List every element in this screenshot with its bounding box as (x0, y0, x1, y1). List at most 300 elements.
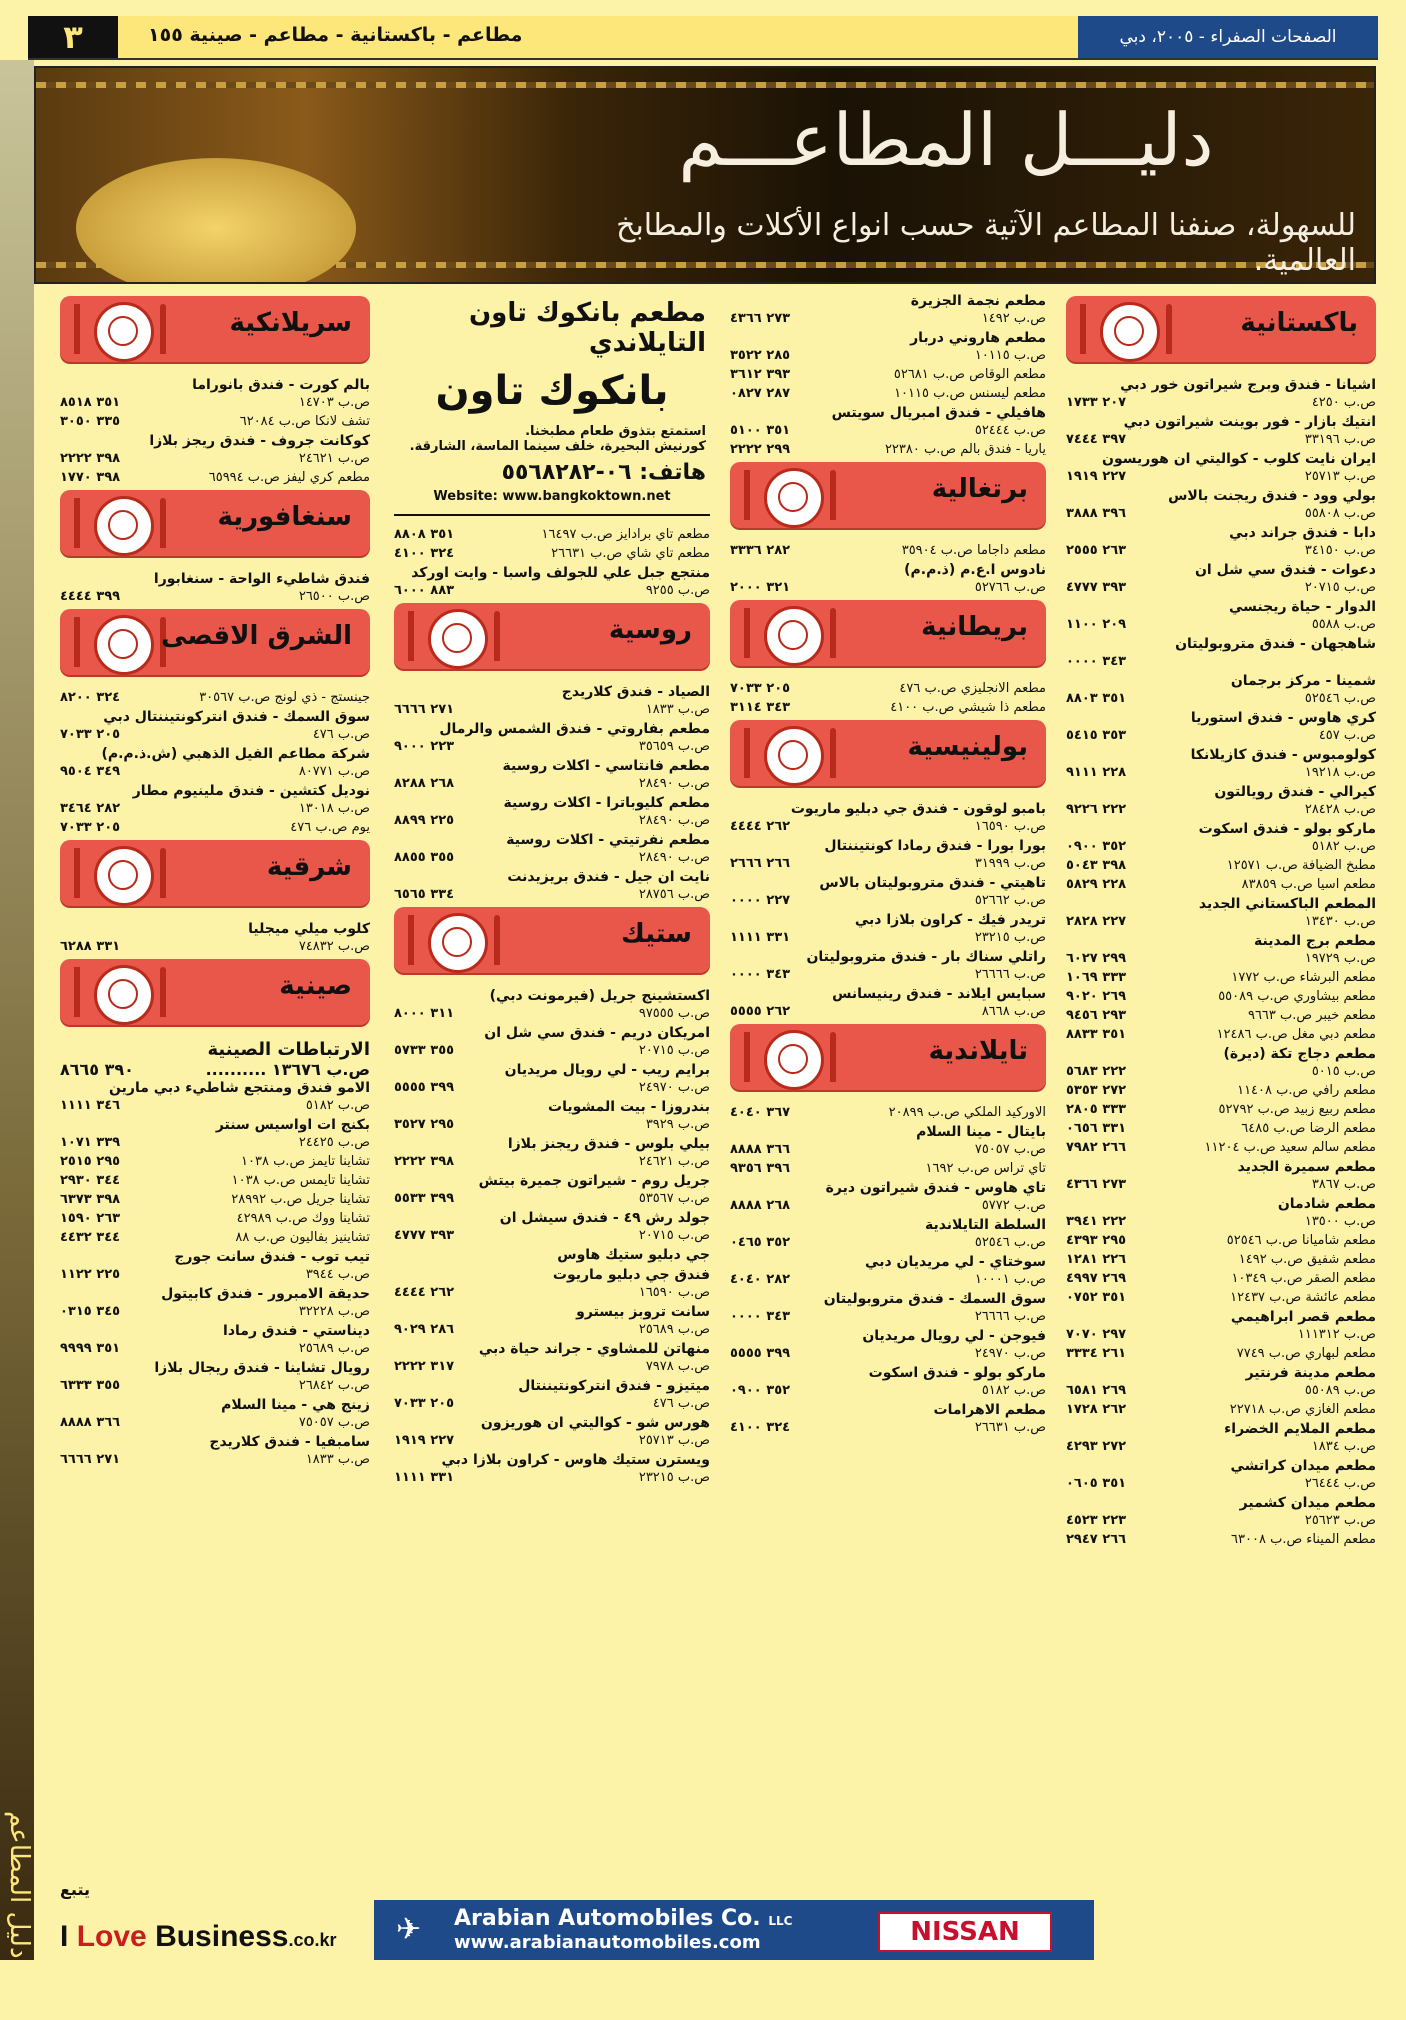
featured-listing-name: الارتباطات الصينية (207, 1039, 370, 1060)
listing-entry (730, 1104, 1046, 1121)
category-title: سريلانكية (229, 308, 352, 338)
entry-pobox: ص.ب ٧٥٠٥٧ (298, 1415, 370, 1430)
entry-pobox: ص.ب ٣٤١٥٠ (1304, 543, 1376, 558)
listing-entry (1066, 1139, 1376, 1156)
listing-entry (1066, 895, 1376, 930)
entry-phone: ٣٩٨ ١٧٧٠ (60, 470, 121, 485)
entry-phone: ٣٩٣ ٤٧٧٧ (394, 1228, 455, 1243)
i-love-business-logo (60, 1920, 336, 1954)
entry-pobox: مطعم كري ليفز ص.ب ٦٥٩٩٤ (208, 470, 370, 485)
listing-entry (730, 329, 1046, 364)
category-heading-steak (394, 907, 710, 973)
listing-entry (1066, 1082, 1376, 1099)
category-heading-srilankan (60, 296, 370, 362)
listing-entry (394, 868, 710, 903)
entry-phone: ٣٣٣ ١٠٦٩ (1066, 970, 1127, 985)
entry-phone: ٣٢٤ ٨٢٠٠ (60, 690, 121, 705)
entry-pobox: ص.ب ٢٨٤٩٠ (638, 813, 710, 828)
listing-entry (730, 1216, 1046, 1251)
fork-icon (744, 608, 750, 658)
entry-phone: ٣٥١ ٥١٠٠ (730, 423, 791, 438)
entry-name: راتلي سناك بار - فندق متروبوليتان (806, 949, 1046, 965)
entry-name: كولومبوس - فندق كازيلانكا (1190, 747, 1376, 763)
entry-name: السلطة التايلاندية (924, 1217, 1046, 1233)
fork-icon (74, 498, 80, 548)
entry-pobox: ص.ب ٥٢٦٦٢ (974, 893, 1046, 908)
listing-entry (730, 911, 1046, 946)
entry-phone: ٢٧٢ ٥٣٥٣ (1066, 1083, 1127, 1098)
entry-phone: ٢٦٢ ١٧٢٨ (1066, 1402, 1127, 1417)
entry-phone: ٢٧٢ ٤٢٩٣ (1066, 1439, 1127, 1454)
listing-entry (394, 1061, 710, 1096)
entry-pobox: ص.ب ١٩٢١٨ (1304, 765, 1376, 780)
entry-name: تيب توب - فندق سانت جورج (174, 1249, 370, 1265)
entry-name: ايران نايت كلوب - كواليتي ان هوريسون (1102, 451, 1376, 467)
entry-name: ويسترن ستيك هاوس - كراون بلازا دبي (441, 1452, 710, 1468)
listing-entry (1066, 746, 1376, 781)
listing-entry (60, 1248, 370, 1283)
entry-phone: ٢٠٥ ٧٠٣٣ (730, 681, 791, 696)
entry-pobox: مطبخ الضيافة ص.ب ١٢٥٧١ (1226, 858, 1376, 873)
entry-name: الامو فندق ومنتجع شاطيء دبي مارين (109, 1080, 370, 1096)
listing-entry (1066, 1345, 1376, 1362)
entry-name: اكستشينج جريل (فيرمونت دبي) (489, 988, 710, 1004)
listing-entry (60, 1210, 370, 1227)
entry-phone: ٣٤٣ ٠٠٠٠ (730, 967, 791, 982)
entry-phone: ٣٩٧ ٧٤٤٤ (1066, 432, 1127, 447)
listing-entry (60, 570, 370, 605)
entry-pobox: مطعم البرشاء ص.ب ١٧٧٢ (1231, 970, 1376, 985)
entry-phone: ٣٥٢ ٠٩٠٠ (730, 1383, 791, 1398)
entry-phone: ٣٥٥ ٥٧٣٣ (394, 1043, 455, 1058)
entry-pobox: مطعم الصقر ص.ب ١٠٣٤٩ (1231, 1271, 1376, 1286)
entry-pobox: ص.ب ٣٩٢٩ (645, 1117, 710, 1132)
entry-phone: ٢٠٥ ٧٠٣٣ (60, 727, 121, 742)
knife-icon (830, 470, 836, 520)
category-heading-chinese (60, 959, 370, 1025)
listing-singaporean (60, 570, 370, 605)
listing-pakistani-continued (730, 292, 1046, 458)
column-2 (730, 292, 1046, 1438)
featured-listing-line (60, 1060, 370, 1079)
plate-icon (764, 606, 824, 666)
entry-name: مطعم بفاروتي - فندق الشمس والرمال (439, 721, 710, 737)
category-heading-british (730, 600, 1046, 666)
listing-entry (394, 794, 710, 829)
entry-name: مطعم شادمان (1277, 1196, 1376, 1212)
entry-phone: ٢٦٦ ٧٩٨٢ (1066, 1140, 1127, 1155)
entry-phone: ٢٦٣ ١٥٩٠ (60, 1211, 121, 1226)
entry-phone: ٢٨٢ ٣٤٦٤ (60, 801, 121, 816)
listing-entry (394, 720, 710, 755)
entry-name: الدوار - حياة ريجنسي (1229, 599, 1376, 615)
entry-pobox: ص.ب ٢٠٧١٥ (638, 1228, 710, 1243)
plate-icon (428, 913, 488, 973)
entry-phone: ٣٣٩ ١٠٧١ (60, 1135, 121, 1150)
listing-entry (730, 1327, 1046, 1362)
company-name: Arabian Automobiles Co. LLC (454, 1906, 793, 1931)
entry-phone: ٢٢٣ ٤٥٢٣ (1066, 1513, 1127, 1528)
entry-phone: ٣٩٦ ٣٨٨٨ (1066, 506, 1127, 521)
entry-name: مطعم سميرة الجديد (1237, 1159, 1376, 1175)
entry-pobox: مطعم شاميانا ص.ب ٥٢٥٤٦ (1226, 1233, 1376, 1248)
entry-phone: ٣٤٤ ٢٩٣٠ (60, 1173, 121, 1188)
entry-pobox: ص.ب ١٣٥٠٠ (1304, 1214, 1376, 1229)
entry-pobox: ص.ب ١٦٥٩٠ (638, 1285, 710, 1300)
brand-tld: .co.kr (288, 1930, 337, 1950)
listing-entry (60, 1191, 370, 1208)
entry-pobox: ص.ب ٢٦٥٠٠ (298, 589, 370, 604)
listing-entry (1066, 524, 1376, 559)
listing-entry (1066, 1045, 1376, 1080)
listing-entry (730, 948, 1046, 983)
entry-pobox: ص.ب ٨٠٧٧١ (298, 764, 370, 779)
entry-pobox: ص.ب ٢٨٤٩٠ (638, 850, 710, 865)
entry-pobox: ص.ب ٥٥٠٨٩ (1304, 1383, 1376, 1398)
entry-phone: ٣١١ ٨٠٠٠ (394, 1006, 455, 1021)
listing-entry (1066, 988, 1376, 1005)
listing-chinese (60, 1079, 370, 1468)
listing-entry (1066, 1289, 1376, 1306)
entry-name: منتجع جبل علي للجولف واسبا - وايت اوركد (411, 565, 710, 581)
listing-entry (60, 469, 370, 486)
entry-phone: ٣٩٩ ٥٥٥٥ (730, 1346, 791, 1361)
listing-entry (60, 1359, 370, 1394)
fork-icon (744, 470, 750, 520)
entry-pobox: ص.ب ٢٥٦٢٣ (1304, 1513, 1376, 1528)
listing-entry (1066, 1195, 1376, 1230)
plate-icon (764, 1030, 824, 1090)
entry-pobox: ص.ب ١٤٧٠٣ (298, 395, 370, 410)
entry-name: بيلي بلوس - فندق ريجنز بلازا (507, 1136, 710, 1152)
listing-entry (394, 545, 710, 562)
entry-name: دعوات - فندق سي شل ان (1194, 562, 1376, 578)
entry-name: سانت تروبز بيسترو (576, 1304, 710, 1320)
listing-entry (1066, 561, 1376, 596)
entry-pobox: مطعم ليسنس ص.ب ١٠١١٥ (894, 386, 1046, 401)
listing-polynesian (730, 800, 1046, 1020)
plate-icon (764, 726, 824, 786)
entry-phone: ٣٩٣ ٣٦١٢ (730, 367, 791, 382)
entry-phone: ٣٦٧ ٤٠٤٠ (730, 1105, 791, 1120)
entry-name: دابا - فندق جراند دبي (1229, 525, 1376, 541)
listing-entry (1066, 709, 1376, 744)
page-number: ٣ (28, 16, 118, 58)
side-label: دليل المطاعم (4, 1811, 34, 1959)
category-title: بولينيسية (907, 732, 1028, 762)
entry-pobox: مطعم الانجليزي ص.ب ٤٧٦ (899, 681, 1046, 696)
entry-phone: ٣٣١ ٦٢٨٨ (60, 939, 121, 954)
entry-pobox: مطعم ذا شيشي ص.ب ٤١٠٠ (890, 700, 1046, 715)
entry-pobox: مطعم بيشاوري ص.ب ٥٥٠٨٩ (1218, 989, 1376, 1004)
publication-title: الصفحات الصفراء - ٢٠٠٥، دبي (1078, 16, 1378, 58)
entry-pobox: مطعم دبي مغل ص.ب ١٢٤٨٦ (1216, 1027, 1376, 1042)
entry-pobox: ص.ب ٥١٨٢ (981, 1383, 1046, 1398)
listing-entry (1066, 876, 1376, 893)
entry-pobox: مطعم اسيا ص.ب ٨٣٨٥٩ (1241, 877, 1376, 892)
entry-name: حديقة الامبرور - فندق كابيتول (161, 1286, 370, 1302)
listing-entry (1066, 783, 1376, 818)
entry-phone: ٣٥١ ٨٨٣٣ (1066, 1027, 1127, 1042)
ad-address: كورنيش البحيرة، خلف سينما الماسة، الشارقة. (409, 439, 706, 454)
entry-phone: ٣٦٦ ٨٨٨٨ (60, 1415, 121, 1430)
entry-phone: ٣٣١ ٠٦٥٦ (1066, 1121, 1127, 1136)
knife-icon (160, 967, 166, 1017)
entry-pobox: ص.ب ٤٧٦ (652, 1396, 710, 1411)
entry-phone: ٣٣٣ ٢٨٠٥ (1066, 1102, 1127, 1117)
entry-pobox: ص.ب ٢٦٦٣١ (974, 1420, 1046, 1435)
category-heading-far-east (60, 609, 370, 675)
entry-name: مطعم الملايم الخضراء (1224, 1421, 1376, 1437)
entry-phone: ٢٩٣ ٩٤٥٦ (1066, 1008, 1127, 1023)
listing-entry (1066, 1251, 1376, 1268)
listing-pakistani (1066, 376, 1376, 1548)
listing-thai (730, 1104, 1046, 1436)
listing-entry (730, 1401, 1046, 1436)
entry-pobox: ص.ب ٥٢٤٤٤ (974, 423, 1046, 438)
category-title: ستيك (620, 919, 692, 949)
listing-entry (1066, 487, 1376, 522)
entry-phone: ٣٥٢ ٠٤٦٥ (730, 1235, 791, 1250)
plate-icon (94, 302, 154, 362)
entry-phone: ٣٥١ ٠٦٠٥ (1066, 1476, 1127, 1491)
listing-entry (394, 1266, 710, 1301)
fork-icon (74, 304, 80, 354)
nissan-logo: NISSAN (878, 1912, 1052, 1952)
listing-entry (394, 526, 710, 543)
listing-entry (730, 1290, 1046, 1325)
entry-phone: ٢٦١ ٣٣٣٤ (1066, 1346, 1127, 1361)
entry-phone: ٣٥٢ ٠٩٠٠ (1066, 839, 1127, 854)
entry-pobox: ص.ب ٣٥٦٥٩ (638, 739, 710, 754)
entry-phone: ٢٢٧ ٠٠٠٠ (730, 893, 791, 908)
entry-phone: ٣٩٩ ٥٥٥٥ (394, 1080, 455, 1095)
listing-entry (730, 680, 1046, 697)
entry-phone: ٣٥٥ ٦٣٣٣ (60, 1378, 121, 1393)
plate-icon (1100, 302, 1160, 362)
entry-phone: ٢٩٩ ٢٢٢٢ (730, 442, 791, 457)
entry-name: سامبفيا - فندق كلاريدج (209, 1434, 370, 1450)
category-heading-thai (730, 1024, 1046, 1090)
listing-entry (394, 831, 710, 866)
company-website-link[interactable]: www.arabianautomobiles.com (454, 1932, 761, 1953)
restaurant-guide-banner (34, 66, 1376, 284)
entry-pobox: ص.ب ٢٥٧١٣ (638, 1433, 710, 1448)
entry-phone: ٣٤٦ ١١١١ (60, 1098, 121, 1113)
knife-icon (494, 915, 500, 965)
entry-pobox: ص.ب ٢٠٧١٥ (1304, 580, 1376, 595)
plate-icon (94, 615, 154, 675)
entry-name: مطعم الاهرامات (933, 1402, 1046, 1418)
listing-entry (730, 874, 1046, 909)
listing-srilankan (60, 376, 370, 486)
entry-name: امريكان دريم - فندق سي شل ان (484, 1025, 710, 1041)
knife-icon (830, 1032, 836, 1082)
entry-name: بولي وود - فندق ريجنت بالاس (1168, 488, 1376, 504)
entry-name: جي دبليو ستيك هاوس (557, 1247, 710, 1263)
entry-name: جريل روم - شيراتون جميرة بيتش (478, 1173, 710, 1189)
entry-phone: ٢٦٢ ٤٤٤٤ (730, 819, 791, 834)
listing-entry (60, 1396, 370, 1431)
entry-phone: ٢٢٦ ١٢٨١ (1066, 1252, 1127, 1267)
entry-phone: ٢٨٦ ٩٠٢٩ (394, 1322, 455, 1337)
entry-pobox: ص.ب ٣٩٤٤ (305, 1267, 370, 1282)
entry-phone: ٣٣١ ١١١١ (394, 1470, 455, 1485)
category-heading-portuguese (730, 462, 1046, 528)
banner-title: دليـــل المطاعـــم (678, 98, 1214, 182)
entry-name: بورا بورا - فندق رمادا كونتيننتال (824, 838, 1046, 854)
listing-entry (394, 1246, 710, 1264)
listing-entry (1066, 969, 1376, 986)
entry-phone: ٢٠٥ ٧٠٣٣ (394, 1396, 455, 1411)
entry-pobox: ص.ب ٥٥٨٨ (1311, 617, 1376, 632)
listing-entry (1066, 1457, 1376, 1492)
entry-phone: ٣٣٤ ٦٥٦٥ (394, 887, 455, 902)
entry-name: كيرالي - فندق رويالتون (1214, 784, 1376, 800)
entry-pobox: ص.ب ٢٦٤٤٤ (1304, 1476, 1376, 1491)
entry-phone: ٣٩٨ ٢٢٢٢ (60, 451, 121, 466)
listing-portuguese (730, 542, 1046, 596)
entry-name: نوديل كتشين - فندق ملينيوم مطار (132, 783, 370, 799)
ad-website-link[interactable]: Website: www.bangkoktown.net (433, 489, 671, 504)
listing-entry (60, 782, 370, 817)
entry-name: مطعم مدينة فرنتير (1245, 1365, 1376, 1381)
entry-pobox: مطعم لبهاري ص.ب ٧٧٤٩ (1236, 1346, 1376, 1361)
banner-subtitle: للسهولة، صنفنا المطاعم الآتية حسب انواع الأكلات والمطابخ العالمية. (616, 208, 1356, 278)
entry-pobox: ياريا - فندق بالم ص.ب ٢٢٣٨٠ (884, 442, 1046, 457)
entry-phone: ٣٤٥ ٠٣١٥ (60, 1304, 121, 1319)
entry-phone: ٢٦٣ ٢٥٥٥ (1066, 543, 1127, 558)
entry-phone: ٣٥١ ٠٧٥٢ (1066, 1290, 1127, 1305)
entry-name: مطعم هاروني دربار (910, 330, 1046, 346)
entry-phone: ٢٢٢ ٩٢٢٦ (1066, 802, 1127, 817)
entry-phone: ٣٥١ ٨٨٠٨ (394, 527, 455, 542)
entry-pobox: ص.ب ٢٤٩٧٠ (638, 1080, 710, 1095)
entry-name: بندروزا - بيت المشويات (548, 1099, 710, 1115)
entry-pobox: ص.ب ٤٢٥٠ (1311, 395, 1376, 410)
entry-pobox: ص.ب ٢٦٨٤٢ (298, 1378, 370, 1393)
entry-phone: ٣٣١ ١١١١ (730, 930, 791, 945)
listing-entry (1066, 857, 1376, 874)
entry-pobox: تشاينا تايمز ص.ب ١٠٣٨ (241, 1154, 370, 1169)
entry-phone: ٢٢٢ ٥٦٨٣ (1066, 1064, 1127, 1079)
entry-phone: ٢٢٢ ٣٩٤١ (1066, 1214, 1127, 1229)
listing-entry (730, 985, 1046, 1020)
ad-logo: بانكوك تاون (435, 368, 669, 414)
entry-pobox: جينستج - ذي لونج ص.ب ٣٠٥٦٧ (199, 690, 370, 705)
listing-entry (1066, 1270, 1376, 1287)
listing-entry (730, 1179, 1046, 1214)
listing-entry (394, 1172, 710, 1207)
entry-name: سبايس ايلاند - فندق رينيسانس (832, 986, 1046, 1002)
knife-icon (160, 848, 166, 898)
listing-entry (730, 561, 1046, 596)
fork-icon (1080, 304, 1086, 354)
listing-entry (1066, 450, 1376, 485)
entry-name: الصياد - فندق كلاريدج (561, 684, 710, 700)
knife-icon (494, 611, 500, 661)
listing-entry (1066, 1120, 1376, 1137)
listing-entry (60, 1322, 370, 1357)
fork-icon (74, 617, 80, 667)
listing-entry (394, 683, 710, 718)
airplane-icon: ✈ (396, 1912, 422, 1947)
entry-name: مطعم ميدان كشمير (1239, 1495, 1376, 1511)
entry-pobox: يوم ص.ب ٤٧٦ (290, 820, 370, 835)
entry-phone: ٣٩٣ ٤٧٧٧ (1066, 580, 1127, 595)
entry-name: فندق شاطيء الواحة - سنغابورا (153, 571, 370, 587)
category-heading-pakistani (1066, 296, 1376, 362)
entry-pobox: مطعم تاي شاي ص.ب ٢٦٦٣١ (551, 546, 710, 561)
entry-name: رويال تشاينا - فندق ريجال بلازا (154, 1360, 370, 1376)
entry-name: ماركو بولو - فندق اسكوت (1198, 821, 1376, 837)
plate-icon (428, 609, 488, 669)
category-title: الشرق الاقصى (161, 621, 352, 651)
listing-entry (1066, 1101, 1376, 1118)
entry-phone: ٢٧٣ ٤٣٦٦ (730, 311, 791, 326)
fork-icon (74, 967, 80, 1017)
listing-entry (394, 1098, 710, 1133)
entry-phone: ٣٢١ ٢٠٠٠ (730, 580, 791, 595)
entry-pobox: ص.ب ٢٦٦٦٦ (974, 967, 1046, 982)
entry-phone: ٣٩٩ ٤٤٤٤ (60, 589, 121, 604)
entry-name: هورس شو - كواليتي ان هوريزون (480, 1415, 710, 1431)
entry-pobox: تشاينا ووك ص.ب ٤٢٩٨٩ (236, 1211, 370, 1226)
listing-entry (60, 745, 370, 780)
entry-name: اشيانا - فندق وبرج شيراتون خور دبي (1120, 377, 1376, 393)
listing-entry (1066, 598, 1376, 633)
entry-name: زينج هي - مينا السلام (221, 1397, 370, 1413)
entry-phone: ٢٧١ ٦٦٦٦ (60, 1452, 121, 1467)
entry-name: انتيك بازار - فور بوينت شيراتون دبي (1123, 414, 1376, 430)
entry-pobox: ص.ب ٥٢٥٤٦ (1304, 691, 1376, 706)
entry-name: ماركو بولو - فندق اسكوت (868, 1365, 1046, 1381)
footer (38, 1880, 1378, 1968)
entry-phone: ٢٧٣ ٤٣٦٦ (1066, 1177, 1127, 1192)
entry-pobox: ص.ب ١٣٤٣٠ (1304, 914, 1376, 929)
entry-pobox: ص.ب ٥١٨٢ (305, 1098, 370, 1113)
entry-name: سوختاي - لي مريديان دبي (865, 1254, 1046, 1270)
entry-pobox: مطعم الغازي ص.ب ٢٢٧١٨ (1229, 1402, 1376, 1417)
entry-pobox: تشاينيز بفاليون ص.ب ٨٨ (235, 1230, 370, 1245)
knife-icon (830, 728, 836, 778)
entry-name: كري هاوس - فندق استوريا (1190, 710, 1376, 726)
entry-name: نادوس ا.ع.م (ذ.م.م) (904, 562, 1046, 578)
entry-phone: ٢٦٩ ٤٩٩٧ (1066, 1271, 1127, 1286)
entry-phone: ٣٩٨ ٢٢٢٢ (394, 1154, 455, 1169)
featured-listing-phone: ٣٩٠ ٨٦٦٥ (60, 1060, 134, 1079)
entry-phone: ٢٧١ ٦٦٦٦ (394, 702, 455, 717)
entry-phone: ٢٢٧ ١٩١٩ (394, 1433, 455, 1448)
entry-phone: ٢٩٥ ٤٣٩٣ (1066, 1233, 1127, 1248)
category-title: شرقية (266, 852, 352, 882)
side-decoration-strip (0, 60, 34, 1960)
listing-far-east (60, 689, 370, 836)
entry-pobox: ص.ب ٥٢٥٤٦ (974, 1235, 1046, 1250)
entry-pobox: تشاينا جريل ص.ب ٢٨٩٩٢ (231, 1192, 370, 1207)
entry-phone: ٣٩٩ ٥٥٣٣ (394, 1191, 455, 1206)
entry-phone: ٣١٧ ٢٢٢٢ (394, 1359, 455, 1374)
fork-icon (744, 728, 750, 778)
entry-phone: ٣٩٦ ٩٣٥٦ (730, 1161, 791, 1176)
entry-phone: ٢٦٢ ٤٤٤٤ (394, 1285, 455, 1300)
entry-phone: ٢٢٨ ٥٨٢٩ (1066, 877, 1127, 892)
fork-icon (408, 611, 414, 661)
listing-entry (60, 1153, 370, 1170)
entry-phone: ٢٩٥ ٣٥٢٧ (394, 1117, 455, 1132)
entry-pobox: ص.ب ١٨٣٣ (645, 702, 710, 717)
listing-entry (394, 564, 710, 599)
